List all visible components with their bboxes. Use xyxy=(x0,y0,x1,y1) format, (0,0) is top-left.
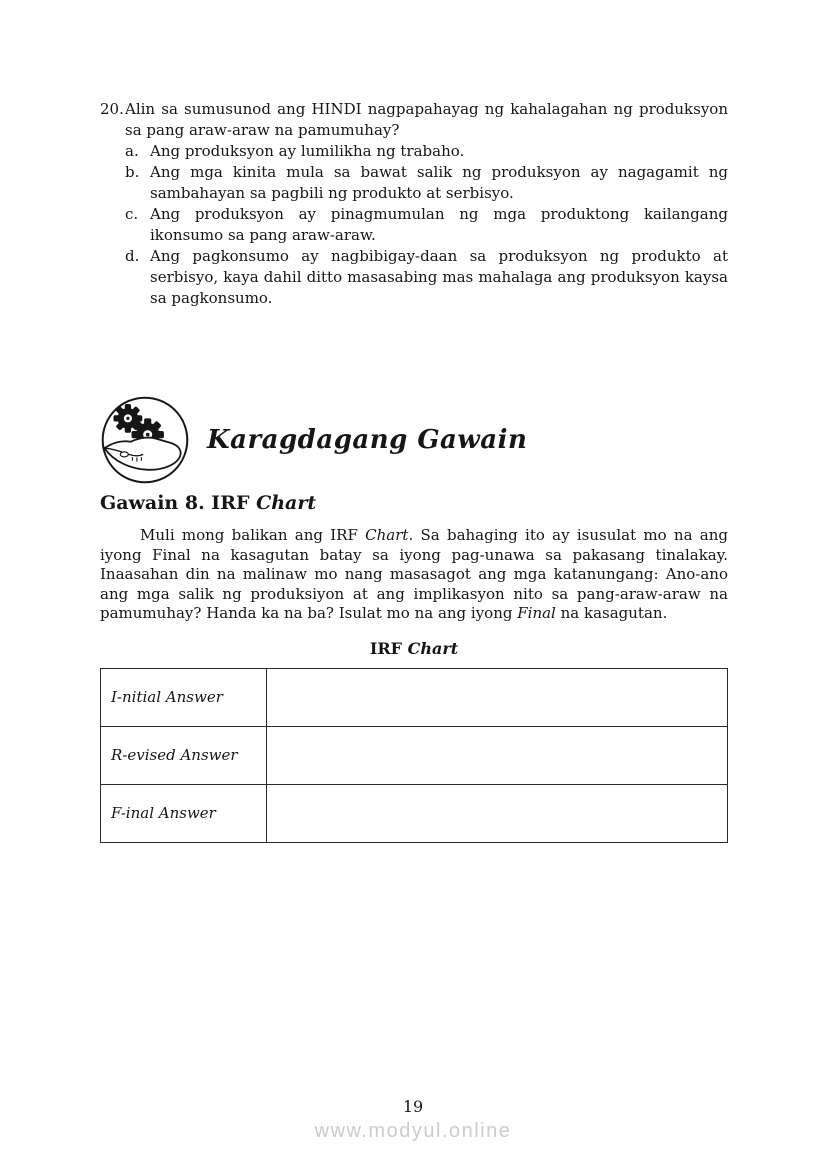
question-number: 20. xyxy=(100,100,124,118)
choice-b-text: Ang mga kinita mula sa bawat salik ng produksyon ay nagagamit ng sambahayan sa pagbili ng produkto at serbisyo. xyxy=(150,163,728,202)
row-answer-final xyxy=(266,784,727,842)
section-header xyxy=(100,395,728,485)
choice-a-text: Ang produksyon ay lumilikha ng trabaho. xyxy=(150,142,465,160)
row-answer-revised xyxy=(266,726,727,784)
choice-c-text: Ang produksyon ay pinagmumulan ng mga produktong kailangang ikonsumo sa pang araw-araw. xyxy=(150,205,728,244)
choices-list xyxy=(125,141,728,309)
intro-paragraph: Muli mong balikan ang IRF Chart. Sa bahaging ito ay isusulat mo na ang iyong Final na kasagutan batay sa iyong pag-unawa sa pakasang tinalakay. Inaasahan din na malinaw mo nang masasagot ang mga katanungang: Ano-ano ang mga salik ng produksiyon at ang implikasyon nito sa pang-araw-araw na pamumuhay? Handa ka na ba? Isulat mo na ang iyong Final na kasagutan. xyxy=(100,526,729,622)
question-text: Alin sa sumusunod ang HINDI nagpapahayag ng kahalagahan ng produksyon sa pang araw-araw na pamumuhay? xyxy=(125,100,728,139)
question-block xyxy=(100,99,728,309)
irf-table-title: IRF Chart xyxy=(369,638,459,658)
choice-b-letter: b. xyxy=(125,163,140,181)
table-row xyxy=(101,784,728,842)
choice-a xyxy=(125,141,728,162)
choice-c-letter: c. xyxy=(125,205,139,223)
choice-d-text: Ang pagkonsumo ay nagbibigay-daan sa produksyon ng produkto at serbisyo, kaya dahil ditto masasabing mas mahalaga ang produksyon kaysa sa pagkonsumo. xyxy=(150,247,728,307)
watermark: www.modyul.online xyxy=(314,1120,512,1142)
section-title: Karagdagang Gawain xyxy=(207,425,528,455)
choice-a-letter: a. xyxy=(125,142,139,160)
table-row xyxy=(101,668,728,726)
question-row xyxy=(100,99,728,141)
choice-b xyxy=(125,162,728,204)
table-row xyxy=(101,726,728,784)
row-label-revised: R-evised Answer xyxy=(101,726,267,784)
page-content xyxy=(100,99,728,843)
hand-with-gears-icon xyxy=(100,395,190,485)
row-label-final: F-inal Answer xyxy=(101,784,267,842)
choice-c xyxy=(125,204,728,246)
row-label-initial: I-nitial Answer xyxy=(101,668,267,726)
activity-title: Gawain 8. IRF Chart xyxy=(100,492,317,514)
row-answer-initial xyxy=(266,668,727,726)
choice-d xyxy=(125,246,728,309)
irf-table xyxy=(100,668,728,843)
choice-d-letter: d. xyxy=(125,247,140,265)
page-number: 19 xyxy=(402,1097,424,1116)
